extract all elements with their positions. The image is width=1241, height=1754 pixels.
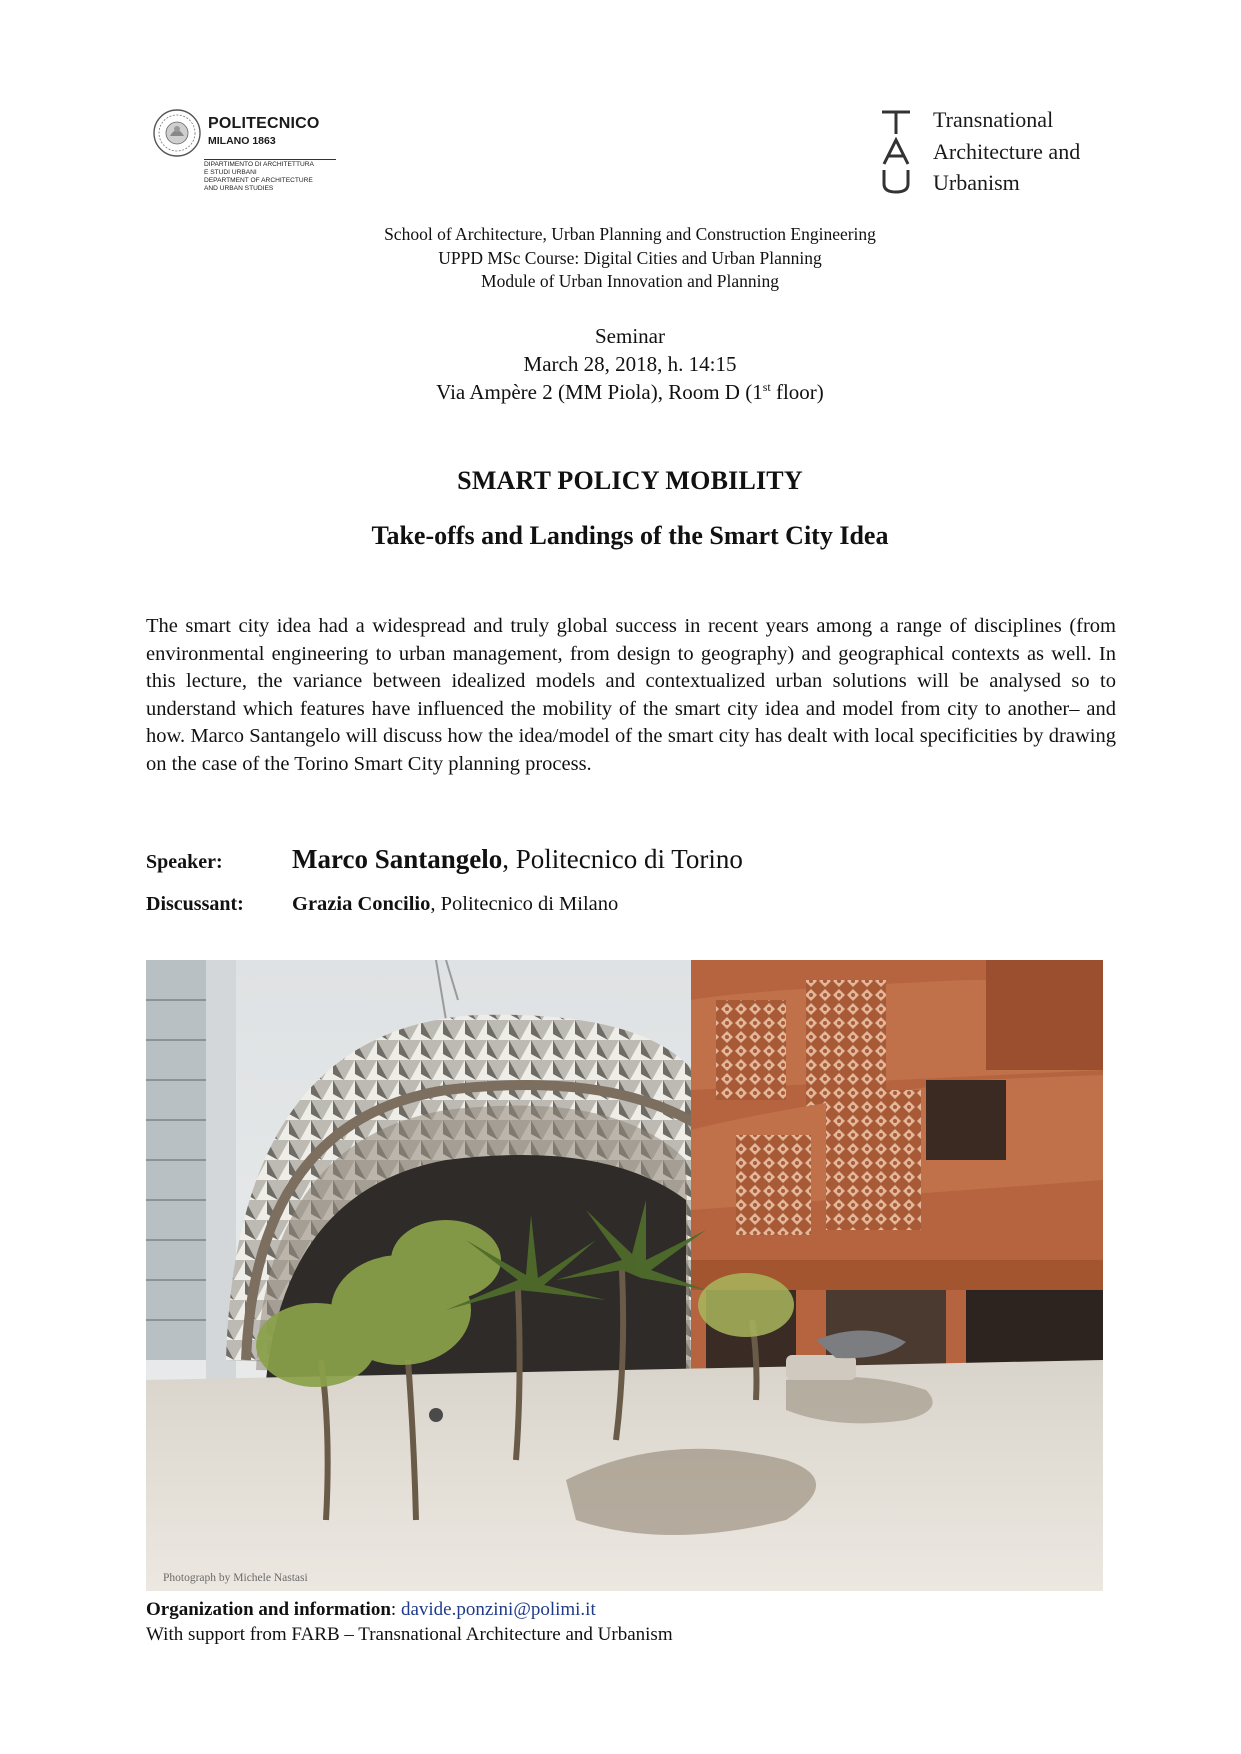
footer-support: With support from FARB – Transnational Architecture and Urbanism xyxy=(146,1624,673,1645)
page-title: SMART POLICY MOBILITY xyxy=(457,466,803,495)
abstract-paragraph: The smart city idea had a widespread and truly global success in recent years among a range of disciplines (from environmental engineering to urban management, from design to geography) and geographical contexts as well. In this lecture, the variance between idealized models and contextualized urban solutions will be analysed so to understand which features have influenced the mobility of the smart city idea and model from city to another– and how. Marco Santangelo will discuss how the idea/model of the smart city has dealt with local specificities by drawing on the case of the Torino Smart City planning process. xyxy=(146,615,1116,775)
seminar-venue-floor: floor) xyxy=(770,380,824,404)
school-info xyxy=(0,223,1241,294)
seminar-info xyxy=(0,322,1241,406)
politecnico-logo xyxy=(152,108,342,200)
tau-logo xyxy=(878,104,1118,196)
photo-credit: Photograph by Michele Nastasi xyxy=(163,1572,308,1584)
masdar-photograph xyxy=(146,960,1103,1591)
speaker-name: Marco Santangelo xyxy=(292,844,503,874)
discussant-affiliation: , Politecnico di Milano xyxy=(430,893,619,915)
tau-line-3: Urbanism xyxy=(933,170,1020,195)
tau-mark-icon xyxy=(878,108,914,194)
footer xyxy=(146,1597,673,1647)
seminar-venue-sup: st xyxy=(762,380,771,394)
school-line-1: School of Architecture, Urban Planning and Construction Engineering xyxy=(384,224,876,244)
department-en-line-2: AND URBAN STUDIES xyxy=(204,185,274,192)
photo-illustration xyxy=(146,960,1103,1591)
footer-colon: : xyxy=(390,1599,401,1620)
discussant-label: Discussant: xyxy=(146,893,244,915)
politecnico-name: POLITECNICO xyxy=(208,115,320,132)
seminar-date: March 28, 2018, h. 14:15 xyxy=(523,352,737,376)
speaker-row xyxy=(146,844,743,875)
speaker-affiliation: , Politecnico di Torino xyxy=(502,844,743,874)
discussant-name: Grazia Concilio xyxy=(292,893,431,915)
speaker-label: Speaker: xyxy=(146,851,223,873)
tau-line-2: Architecture and xyxy=(933,138,1081,164)
discussant-row xyxy=(146,893,618,916)
department-it-line-2: E STUDI URBANI xyxy=(204,169,257,176)
contact-email-link[interactable]: davide.ponzini@polimi.it xyxy=(400,1599,596,1620)
footer-org-label: Organization and information xyxy=(146,1599,391,1620)
footer-org-line xyxy=(146,1597,673,1622)
seminar-label: Seminar xyxy=(595,324,665,348)
seminar-venue xyxy=(0,378,1241,406)
department-en-line-1: DEPARTMENT OF ARCHITECTURE xyxy=(204,177,313,184)
department-it-line-1: DIPARTIMENTO DI ARCHITETTURA xyxy=(204,161,314,168)
school-line-3: Module of Urban Innovation and Planning xyxy=(481,271,779,291)
seminar-venue-text: Via Ampère 2 (MM Piola), Room D (1 xyxy=(436,380,763,404)
politecnico-seal-icon xyxy=(152,108,202,158)
tau-line-1: Transnational xyxy=(933,107,1054,132)
tau-text xyxy=(933,104,1080,199)
school-line-2: UPPD MSc Course: Digital Cities and Urban Planning xyxy=(438,247,822,268)
department-label xyxy=(204,158,344,193)
politecnico-subtitle: MILANO 1863 xyxy=(208,135,276,147)
page-subtitle: Take-offs and Landings of the Smart City Idea xyxy=(371,521,889,550)
